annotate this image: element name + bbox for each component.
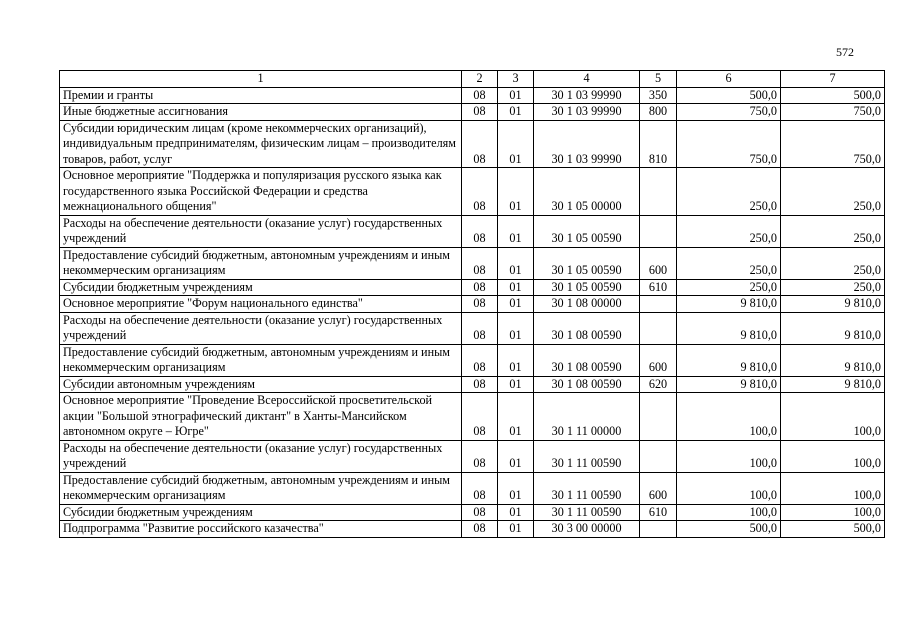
cell-expense-type: [640, 168, 677, 216]
cell-amount-7: 100,0: [781, 393, 885, 441]
cell-target-code: 30 1 08 00590: [534, 312, 640, 344]
cell-subsection: 01: [498, 279, 534, 296]
table-row: [60, 472, 885, 504]
cell-name: Субсидии бюджетным учреждениям: [60, 504, 462, 521]
cell-amount-6: 250,0: [677, 168, 781, 216]
cell-section: 08: [462, 521, 498, 538]
cell-name: Предоставление субсидий бюджетным, автономным учреждениям и иным некоммерческим организациям: [60, 472, 462, 504]
cell-amount-7: 9 810,0: [781, 296, 885, 313]
cell-amount-6: 100,0: [677, 393, 781, 441]
cell-name: Основное мероприятие "Поддержка и популяризация русского языка как государственного языка Российской Федерации и средства межнационального общения": [60, 168, 462, 216]
cell-name: Расходы на обеспечение деятельности (оказание услуг) государственных учреждений: [60, 215, 462, 247]
cell-subsection: 01: [498, 104, 534, 121]
cell-amount-7: 100,0: [781, 472, 885, 504]
table-body: [60, 87, 885, 537]
cell-section: 08: [462, 87, 498, 104]
cell-amount-7: 100,0: [781, 440, 885, 472]
cell-amount-6: 500,0: [677, 521, 781, 538]
cell-section: 08: [462, 472, 498, 504]
cell-target-code: 30 1 03 99990: [534, 120, 640, 168]
cell-section: 08: [462, 215, 498, 247]
cell-expense-type: [640, 440, 677, 472]
column-header: 1: [60, 71, 462, 88]
cell-name: Расходы на обеспечение деятельности (оказание услуг) государственных учреждений: [60, 440, 462, 472]
cell-section: 08: [462, 279, 498, 296]
cell-expense-type: 620: [640, 376, 677, 393]
page-number: 572: [836, 45, 854, 59]
cell-name: Расходы на обеспечение деятельности (оказание услуг) государственных учреждений: [60, 312, 462, 344]
cell-section: 08: [462, 168, 498, 216]
cell-subsection: 01: [498, 376, 534, 393]
cell-target-code: 30 1 11 00000: [534, 393, 640, 441]
cell-expense-type: [640, 393, 677, 441]
cell-target-code: 30 1 05 00590: [534, 279, 640, 296]
cell-subsection: 01: [498, 521, 534, 538]
cell-expense-type: [640, 521, 677, 538]
cell-section: 08: [462, 104, 498, 121]
cell-amount-7: 9 810,0: [781, 344, 885, 376]
column-header: 5: [640, 71, 677, 88]
cell-amount-6: 250,0: [677, 279, 781, 296]
cell-section: 08: [462, 504, 498, 521]
cell-target-code: 30 1 11 00590: [534, 472, 640, 504]
cell-section: 08: [462, 312, 498, 344]
cell-target-code: 30 1 11 00590: [534, 504, 640, 521]
cell-expense-type: 800: [640, 104, 677, 121]
cell-amount-6: 250,0: [677, 215, 781, 247]
cell-amount-6: 9 810,0: [677, 376, 781, 393]
cell-amount-7: 100,0: [781, 504, 885, 521]
table-row: [60, 120, 885, 168]
cell-target-code: 30 1 03 99990: [534, 104, 640, 121]
table-row: [60, 168, 885, 216]
column-header: 6: [677, 71, 781, 88]
cell-target-code: 30 1 11 00590: [534, 440, 640, 472]
table-row: [60, 279, 885, 296]
cell-expense-type: [640, 296, 677, 313]
cell-amount-6: 750,0: [677, 120, 781, 168]
cell-target-code: 30 1 08 00590: [534, 376, 640, 393]
cell-amount-7: 750,0: [781, 120, 885, 168]
cell-section: 08: [462, 120, 498, 168]
cell-subsection: 01: [498, 87, 534, 104]
table-header-row: [60, 71, 885, 88]
column-header: 7: [781, 71, 885, 88]
table-row: [60, 215, 885, 247]
cell-subsection: 01: [498, 344, 534, 376]
cell-amount-7: 250,0: [781, 247, 885, 279]
table-row: [60, 440, 885, 472]
column-header: 2: [462, 71, 498, 88]
table-row: [60, 247, 885, 279]
cell-amount-6: 9 810,0: [677, 312, 781, 344]
cell-amount-6: 9 810,0: [677, 344, 781, 376]
cell-amount-6: 250,0: [677, 247, 781, 279]
cell-subsection: 01: [498, 472, 534, 504]
column-header: 3: [498, 71, 534, 88]
cell-expense-type: 600: [640, 472, 677, 504]
cell-subsection: 01: [498, 120, 534, 168]
cell-name: Премии и гранты: [60, 87, 462, 104]
cell-subsection: 01: [498, 440, 534, 472]
table-row: [60, 393, 885, 441]
cell-subsection: 01: [498, 504, 534, 521]
table-row: [60, 521, 885, 538]
table-row: [60, 376, 885, 393]
cell-target-code: 30 3 00 00000: [534, 521, 640, 538]
cell-name: Субсидии автономным учреждениям: [60, 376, 462, 393]
cell-expense-type: 600: [640, 344, 677, 376]
cell-name: Субсидии бюджетным учреждениям: [60, 279, 462, 296]
cell-name: Субсидии юридическим лицам (кроме некоммерческих организаций), индивидуальным предпринимателям, физическим лицам – производителям товаров, работ, услуг: [60, 120, 462, 168]
cell-name: Основное мероприятие "Форум национального единства": [60, 296, 462, 313]
cell-section: 08: [462, 344, 498, 376]
cell-target-code: 30 1 05 00000: [534, 168, 640, 216]
cell-amount-7: 500,0: [781, 87, 885, 104]
budget-table: [59, 70, 885, 538]
column-header: 4: [534, 71, 640, 88]
cell-amount-6: 9 810,0: [677, 296, 781, 313]
cell-amount-7: 250,0: [781, 215, 885, 247]
cell-name: Предоставление субсидий бюджетным, автономным учреждениям и иным некоммерческим организациям: [60, 247, 462, 279]
cell-target-code: 30 1 05 00590: [534, 247, 640, 279]
cell-target-code: 30 1 08 00000: [534, 296, 640, 313]
cell-amount-7: 250,0: [781, 168, 885, 216]
cell-section: 08: [462, 376, 498, 393]
table-row: [60, 296, 885, 313]
cell-section: 08: [462, 296, 498, 313]
cell-expense-type: 810: [640, 120, 677, 168]
table-row: [60, 312, 885, 344]
cell-expense-type: [640, 312, 677, 344]
cell-subsection: 01: [498, 312, 534, 344]
cell-name: Предоставление субсидий бюджетным, автономным учреждениям и иным некоммерческим организациям: [60, 344, 462, 376]
cell-expense-type: 600: [640, 247, 677, 279]
cell-amount-7: 500,0: [781, 521, 885, 538]
cell-section: 08: [462, 440, 498, 472]
cell-subsection: 01: [498, 247, 534, 279]
cell-amount-6: 100,0: [677, 472, 781, 504]
cell-subsection: 01: [498, 215, 534, 247]
cell-name: Подпрограмма "Развитие российского казачества": [60, 521, 462, 538]
cell-amount-7: 250,0: [781, 279, 885, 296]
table-row: [60, 504, 885, 521]
cell-amount-6: 750,0: [677, 104, 781, 121]
cell-section: 08: [462, 247, 498, 279]
cell-amount-7: 750,0: [781, 104, 885, 121]
cell-amount-7: 9 810,0: [781, 376, 885, 393]
cell-name: Основное мероприятие "Проведение Всероссийской просветительской акции "Большой этнографический диктант" в Ханты-Мансийском автономном округе – Югре": [60, 393, 462, 441]
table-row: [60, 87, 885, 104]
cell-target-code: 30 1 08 00590: [534, 344, 640, 376]
cell-expense-type: [640, 215, 677, 247]
cell-subsection: 01: [498, 296, 534, 313]
table-row: [60, 104, 885, 121]
cell-amount-6: 500,0: [677, 87, 781, 104]
table-row: [60, 344, 885, 376]
cell-expense-type: 350: [640, 87, 677, 104]
cell-amount-6: 100,0: [677, 440, 781, 472]
cell-target-code: 30 1 03 99990: [534, 87, 640, 104]
cell-section: 08: [462, 393, 498, 441]
cell-amount-7: 9 810,0: [781, 312, 885, 344]
cell-name: Иные бюджетные ассигнования: [60, 104, 462, 121]
cell-expense-type: 610: [640, 279, 677, 296]
cell-target-code: 30 1 05 00590: [534, 215, 640, 247]
cell-subsection: 01: [498, 393, 534, 441]
cell-subsection: 01: [498, 168, 534, 216]
cell-expense-type: 610: [640, 504, 677, 521]
cell-amount-6: 100,0: [677, 504, 781, 521]
